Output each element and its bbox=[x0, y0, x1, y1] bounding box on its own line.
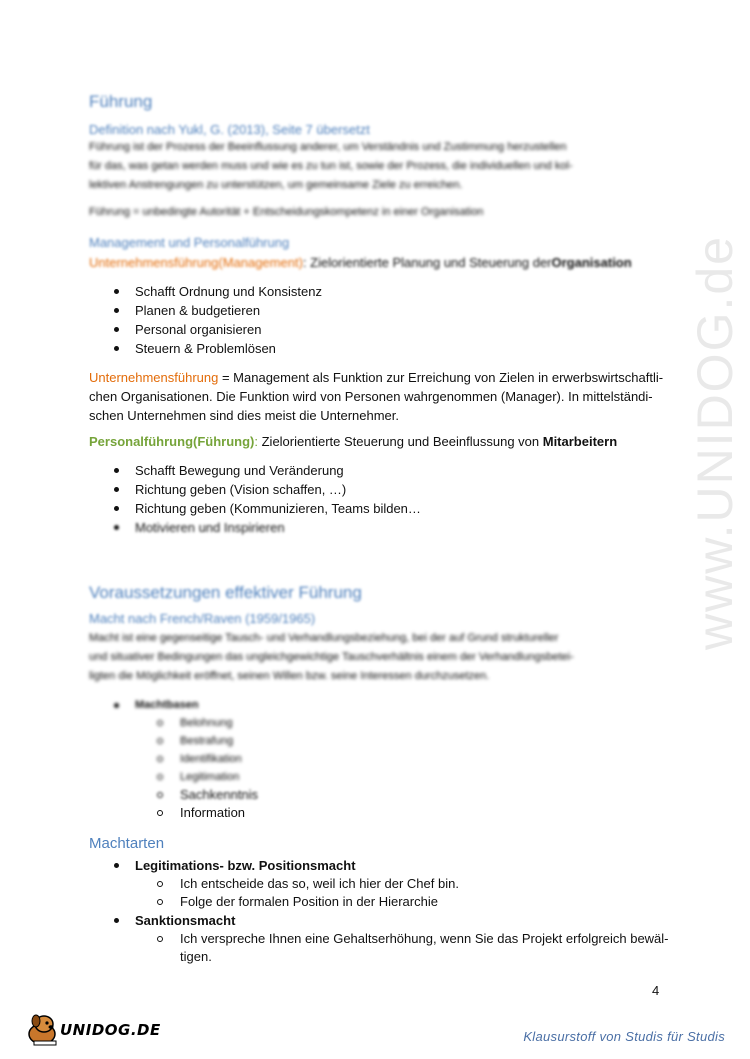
unidog-logo bbox=[22, 1012, 162, 1048]
personalfuehrung-bold: Mitarbeitern bbox=[542, 434, 618, 449]
paragraph-line bbox=[89, 368, 669, 387]
personalfuehrung-colon: : bbox=[254, 434, 262, 449]
voraussetzungen-title: Voraussetzungen effektiver Führung bbox=[89, 583, 362, 602]
list-item bbox=[157, 804, 357, 822]
sub-item-text: Legitimation bbox=[180, 771, 240, 783]
bullet-icon bbox=[114, 468, 119, 473]
bullet-text: Richtung geben (Kommunizieren, Teams bilden… bbox=[135, 501, 421, 516]
list-item bbox=[114, 948, 654, 966]
machtart-label: Sanktionsmacht bbox=[135, 913, 236, 928]
macht-line: und situativer Bedingungen das ungleichgewichtige Tauschverhältnis einem der Verhandlungsbetei- bbox=[89, 651, 574, 663]
bullet-text: Schafft Ordnung und Konsistenz bbox=[135, 284, 322, 299]
machtarten-list bbox=[114, 856, 669, 966]
list-item bbox=[114, 875, 654, 893]
bullet-icon bbox=[114, 525, 119, 530]
bullet-icon bbox=[114, 703, 119, 708]
sub-item-text: Ich entscheide das so, weil ich hier der Chef bin. bbox=[180, 876, 459, 891]
machtbasen-label: Machtbasen bbox=[135, 699, 199, 711]
definition-line: Führung ist der Prozess der Beeinflussung anderer, um Verständnis und Zustimmung herzustellen bbox=[89, 141, 567, 153]
bullet-icon bbox=[114, 308, 119, 313]
list-item bbox=[114, 911, 654, 930]
sub-item-text: Identifikation bbox=[180, 753, 242, 765]
formula-line: Führung = unbedingte Autorität + Entscheidungskompetenz in einer Organisation bbox=[89, 206, 484, 218]
list-item bbox=[157, 786, 357, 804]
machtart-label: Legitimations- bzw. Positionsmacht bbox=[135, 858, 356, 873]
macht-line: Macht ist eine gegenseitige Tausch- und Verhandlungsbeziehung, bei der auf Grund struktureller bbox=[89, 632, 559, 644]
list-item bbox=[157, 768, 357, 786]
bullet-icon bbox=[114, 346, 119, 351]
paragraph-line: schen Unternehmen sind dies meist die Unternehmer. bbox=[89, 408, 399, 423]
dog-icon bbox=[22, 1012, 62, 1048]
paragraph-line: chen Organisationen. Die Funktion wird von Personen wahrgenommen (Manager). In mittelständi- bbox=[89, 389, 653, 404]
sub-item-text: Information bbox=[180, 805, 246, 820]
watermark-text: www.UNIDOG.de bbox=[687, 235, 743, 650]
machtarten-title: Machtarten bbox=[89, 835, 165, 852]
bullet-icon bbox=[114, 506, 119, 511]
macht-paragraph bbox=[89, 629, 574, 686]
unternehmensfuehrung-paragraph bbox=[89, 368, 669, 425]
bullet-icon bbox=[114, 327, 119, 332]
bullet-text: Planen & budgetieren bbox=[135, 303, 261, 318]
circle-bullet-icon bbox=[157, 756, 163, 762]
list-item bbox=[157, 732, 357, 750]
definition-line: lektiven Anstrengungen zu unterstützen, um gemeinsame Ziele zu erreichen. bbox=[89, 179, 463, 191]
bullet-icon bbox=[114, 863, 119, 868]
macht-title: Macht nach French/Raven (1959/1965) bbox=[89, 611, 316, 626]
circle-bullet-icon bbox=[157, 899, 163, 905]
definition-line: für das, was getan werden muss und wie es zu tun ist, sowie der Prozess, die individuellen und kol- bbox=[89, 160, 573, 172]
circle-bullet-icon bbox=[157, 792, 163, 798]
bullet-icon bbox=[114, 487, 119, 492]
circle-bullet-icon bbox=[157, 810, 163, 816]
bullet-text: Schafft Bewegung und Veränderung bbox=[135, 463, 344, 478]
section-heading: Führung bbox=[89, 92, 153, 111]
paragraph-text: = Management als Funktion zur Erreichung von Zielen in erwerbswirtschaftli- bbox=[218, 370, 664, 385]
sub-item-text: Ich verspreche Ihnen eine Gehaltserhöhung, wenn Sie das Projekt erfolgreich bewäl- bbox=[180, 931, 669, 946]
personalfuehrung-line bbox=[89, 432, 617, 451]
circle-bullet-icon bbox=[157, 738, 163, 744]
bullet-text: Richtung geben (Vision schaffen, …) bbox=[135, 482, 347, 497]
circle-bullet-icon bbox=[157, 720, 163, 726]
unternehmensfuehrung-bold: Organisation bbox=[551, 255, 632, 270]
sub-item-text: Folge der formalen Position in der Hierarchie bbox=[180, 894, 438, 909]
bullet-text: Motivieren und Inspirieren bbox=[135, 520, 285, 535]
sub-item-text: Bestrafung bbox=[180, 735, 234, 747]
machtbasen-item bbox=[114, 696, 314, 715]
list-item bbox=[157, 714, 357, 732]
sub-item-text: tigen. bbox=[180, 949, 212, 964]
list-item bbox=[114, 856, 654, 875]
macht-line: ligten die Möglichkeit eröffnet, seinen Willen bzw. seine Interessen durchzusetzen. bbox=[89, 670, 490, 682]
bullet-text: Personal organisieren bbox=[135, 322, 262, 337]
definition-paragraph bbox=[89, 138, 573, 195]
sub-item-text: Belohnung bbox=[180, 717, 233, 729]
page-number: 4 bbox=[652, 983, 660, 998]
footer-slogan: Klausurstoff von Studis für Studis bbox=[523, 1029, 725, 1044]
unternehmensfuehrung-line bbox=[89, 253, 632, 272]
definition-title: Definition nach Yukl, G. (2013), Seite 7 übersetzt bbox=[89, 122, 370, 137]
circle-bullet-icon bbox=[157, 774, 163, 780]
list-item bbox=[114, 893, 654, 911]
bullet-text: Steuern & Problemlösen bbox=[135, 341, 276, 356]
list-item bbox=[114, 930, 669, 948]
bullet-icon bbox=[114, 289, 119, 294]
logo-text: UNIDOG.DE bbox=[60, 1021, 161, 1039]
management-title: Management und Personalführung bbox=[89, 235, 290, 250]
list-item bbox=[157, 750, 357, 768]
bullet-icon bbox=[114, 918, 119, 923]
paragraph-label: Unternehmensführung bbox=[89, 370, 219, 385]
circle-bullet-icon bbox=[157, 936, 163, 942]
unternehmensfuehrung-text: : Zielorientierte Planung und Steuerung der bbox=[302, 255, 552, 270]
personalfuehrung-label: Personalführung(Führung) bbox=[89, 434, 255, 449]
unternehmensfuehrung-label: Unternehmensführung(Management) bbox=[89, 255, 303, 270]
circle-bullet-icon bbox=[157, 881, 163, 887]
sub-item-text: Sachkenntnis bbox=[180, 787, 259, 802]
personalfuehrung-text: Zielorientierte Steuerung und Beeinflussung von bbox=[261, 434, 543, 449]
machtbasen-sublist bbox=[157, 714, 357, 822]
